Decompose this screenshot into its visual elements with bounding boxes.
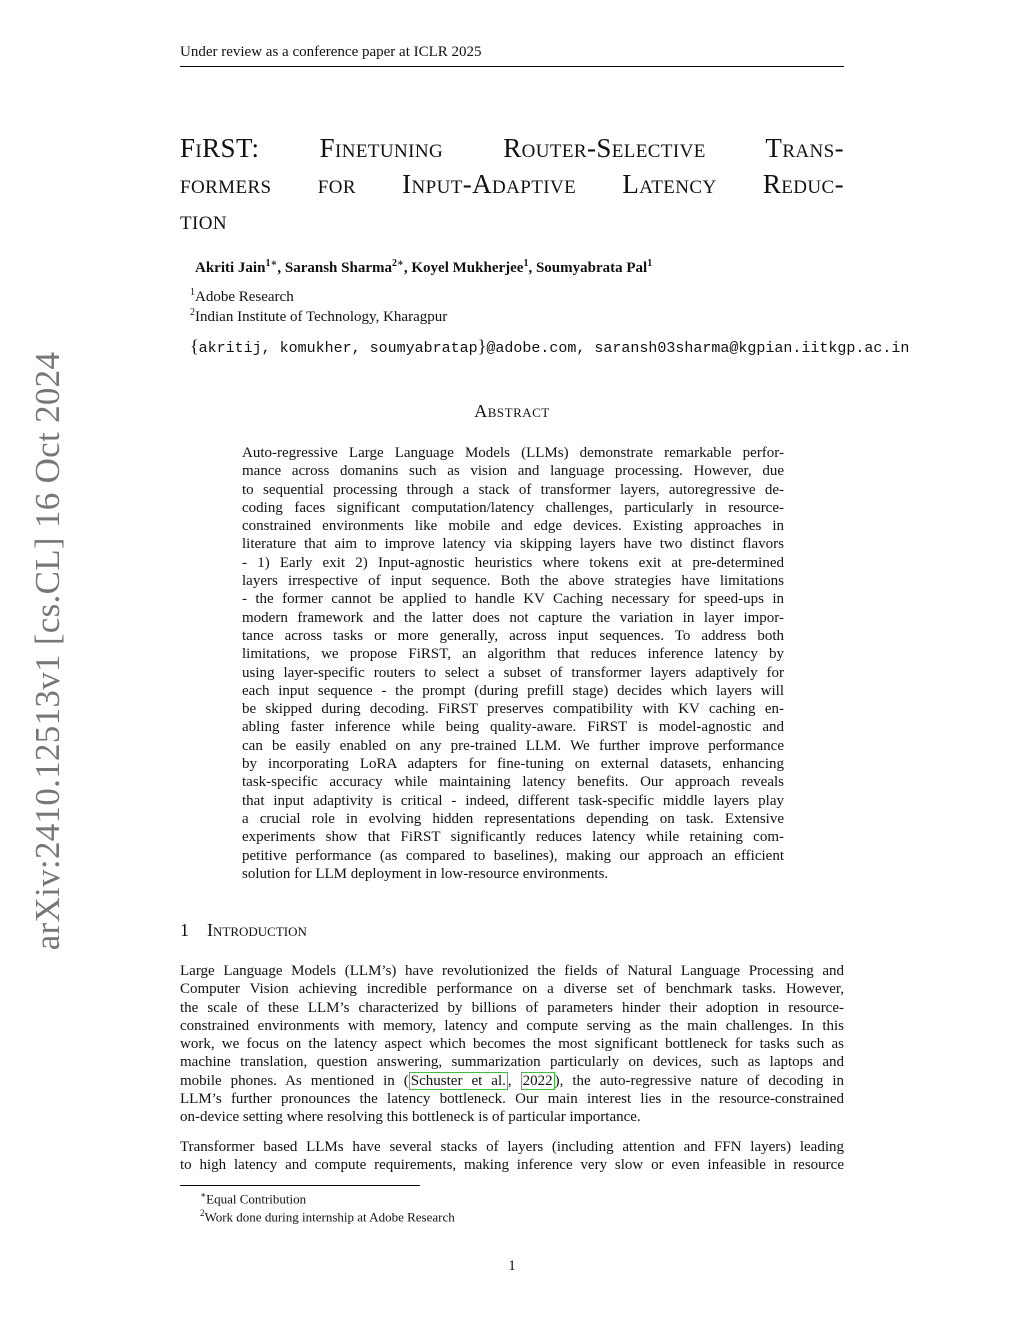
abstract-line: - 1) Early exit 2) Input-agnostic heuristics where tokens exit at pre-determined — [242, 554, 784, 571]
abstract-line: Auto-regressive Large Language Models (LLMs) demonstrate remarkable perfor- — [242, 445, 784, 461]
intro-line: machine translation, question answering, summarization particularly on devices, such as laptops and — [180, 1054, 844, 1071]
intro-text: ), the auto-regressive nature of decoding in — [554, 1072, 844, 1089]
abstract-line: by incorporating LoRA adapters for fine-tuning on external datasets, enhancing — [242, 756, 784, 773]
abstract-body — [242, 444, 784, 883]
footnote-mark: ∗ — [200, 1190, 207, 1200]
abstract-line: be skipped during decoding. FiRST preserves compatibility with KV caching en- — [242, 701, 784, 718]
intro-line: to high latency and compute requirements, making inference very slow or even infeasible in resource — [180, 1157, 844, 1174]
paper-title — [180, 130, 844, 238]
abstract-line: coding faces significant computation/latency challenges, particularly in resource- — [242, 499, 784, 516]
author-name: Saransh Sharma — [284, 260, 392, 276]
intro-line: Transformer based LLMs have several stacks of layers (including attention and FFN layers) leading — [180, 1139, 844, 1155]
intro-line: constrained environments with memory, latency and compute serving as the main challenges. In this — [180, 1017, 844, 1034]
affiliation-mark: 1 — [190, 287, 195, 298]
arxiv-stamp: arXiv:2410.12513v1 [cs.CL] 16 Oct 2024 — [28, 351, 67, 951]
title-line: FiRST: Finetuning Router-Selective Trans- — [180, 133, 844, 163]
intro-text: mobile phones. As mentioned in ( — [180, 1072, 409, 1089]
email-brace-close: } — [477, 336, 487, 356]
abstract-line: abling faster inference while being quality-aware. FiRST is model-agnostic and — [242, 719, 784, 736]
affiliation — [190, 287, 294, 306]
email-brace-open: { — [190, 336, 199, 356]
title-line: tion — [180, 205, 227, 235]
author-mark: 2∗ — [391, 258, 404, 269]
abstract-line: to sequential processing through a stack of transformer layers, autoregressive de- — [242, 481, 784, 498]
section-number: 1 — [180, 920, 189, 940]
abstract-heading: Abstract — [474, 401, 550, 421]
abstract-line: tance across tasks or more generally, across input sequences. To address both — [242, 627, 784, 644]
abstract-line: petitive performance (as compared to baselines), making our approach an efficient — [242, 847, 784, 864]
footnote-text: Work done during internship at Adobe Research — [204, 1209, 455, 1225]
intro-line: LLM’s further pronounces the latency bottleneck. Our main interest lies in the resource-constrained — [180, 1091, 844, 1108]
affiliation-name: Adobe Research — [195, 289, 294, 305]
author-mark: 1 — [647, 258, 653, 269]
title-line: formers for Input-Adaptive Latency Reduc- — [180, 169, 844, 199]
author-name: Akriti Jain — [195, 260, 266, 276]
footnote — [200, 1208, 455, 1225]
header-rule — [180, 66, 844, 67]
citation-link-year[interactable]: 2022 — [522, 1072, 553, 1089]
abstract-line: that input adaptivity is critical - indeed, different task-specific middle layers play — [242, 792, 784, 809]
intro-line: the scale of these LLM’s characterized by billions of parameters hinder their adoption in resource- — [180, 999, 844, 1016]
author-name: Soumyabrata Pal — [535, 260, 648, 276]
abstract-line: can be easily enabled on any pre-trained LLM. We further improve performance — [242, 737, 784, 754]
abstract-line: literature that aim to improve latency via skipping layers have two distinct flavors — [242, 536, 784, 553]
page-number: 1 — [508, 1258, 516, 1274]
abstract-line: solution for LLM deployment in low-resource environments. — [242, 865, 609, 882]
citation-sep: , — [507, 1072, 521, 1089]
abstract-line: task-specific accuracy while maintaining latency benefits. Our approach reveals — [242, 774, 784, 791]
abstract-line: mance across domanins such as vision and language processing. However, due — [242, 463, 784, 480]
abstract-line: each input sequence - the prompt (during prefill stage) decides which layers will — [242, 682, 784, 699]
affiliation-mark: 2 — [190, 307, 195, 318]
affiliation — [190, 307, 447, 326]
intro-line: work, we focus on the latency aspect which becomes the most significant bottleneck for tasks such as — [180, 1036, 844, 1053]
author-list: Akriti Jain$^{1∗}$, Saransh Sharma$^{2∗}$, Koyel Mukherjee$^1$, Soumyabrata Pal$^1$ — [195, 258, 653, 276]
intro-paragraph — [180, 962, 844, 1127]
section-title: Introduction — [207, 920, 307, 940]
footnote-rule — [180, 1185, 420, 1186]
abstract-line: - the former cannot be applied to handle KV Caching necessary for speed-ups in — [242, 591, 784, 608]
running-head: Under review as a conference paper at ICLR 2025 — [180, 44, 482, 60]
footnote-mark: 2 — [200, 1208, 205, 1218]
author-emails — [190, 336, 909, 357]
author-name: Koyel Mukherjee — [411, 260, 524, 276]
author-mark: 1∗ — [265, 258, 278, 269]
footnote — [200, 1190, 306, 1207]
section-heading — [180, 920, 307, 941]
abstract-line: layers irrespective of input sequence. Both the above strategies have limitations — [242, 573, 784, 590]
citation-link-author[interactable]: Schuster et al. — [410, 1072, 506, 1089]
email-domains: @adobe.com, saransh03sharma@kgpian.iitkgp.ac.in — [486, 340, 910, 357]
abstract-line: modern framework and the latter does not capture the variation in layer impor- — [242, 609, 784, 626]
affiliation-name: Indian Institute of Technology, Kharagpur — [195, 309, 448, 325]
intro-line-with-citation — [180, 1072, 844, 1090]
intro-line: Computer Vision achieving incredible performance on a diverse set of benchmark tasks. However, — [180, 981, 844, 998]
author-mark: 1 — [523, 258, 529, 269]
abstract-line: using layer-specific routers to select a subset of transformer layers adaptively for — [242, 664, 784, 681]
abstract-line: a crucial role in evolving hidden representations depending on task. Extensive — [242, 810, 784, 827]
abstract-line: experiments show that FiRST significantly reduces latency while retaining com- — [242, 829, 784, 846]
intro-line: Large Language Models (LLM’s) have revolutionized the fields of Natural Language Processing and — [180, 963, 844, 979]
email-names: akritij, komukher, soumyabratap — [198, 340, 478, 357]
abstract-line: constrained environments like mobile and edge devices. Existing approaches in — [242, 518, 784, 535]
footnote-text: Equal Contribution — [206, 1191, 307, 1207]
intro-line: on-device setting where resolving this bottleneck is of particular importance. — [180, 1109, 641, 1126]
abstract-line: limitations, we propose FiRST, an algorithm that reduces inference latency by — [242, 646, 784, 663]
intro-paragraph — [180, 1138, 844, 1175]
